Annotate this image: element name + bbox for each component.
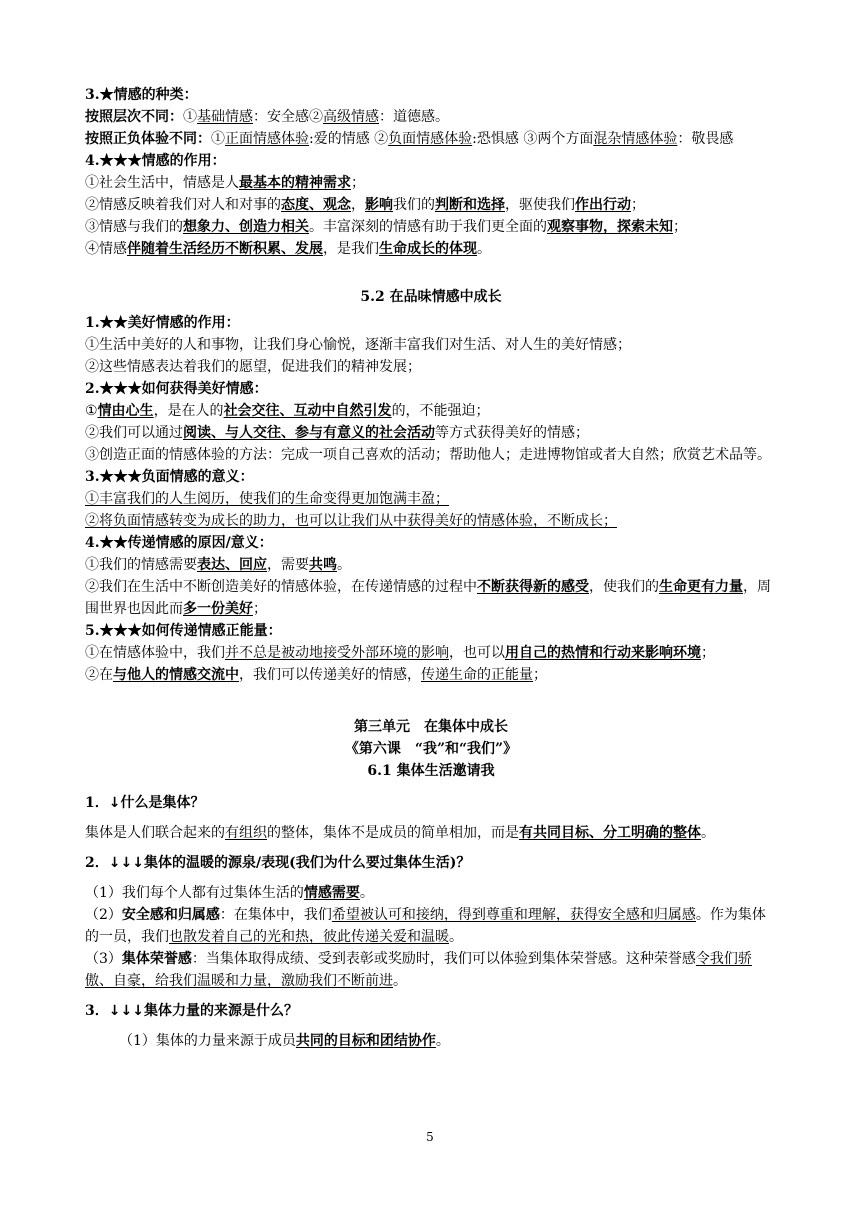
text: ：当集体取得成绩、受到表彰或奖励时，我们可以体验到集体荣誉感。这种荣誉感: [191, 951, 696, 967]
key-term: 观察事物，探索未知: [547, 219, 673, 235]
section-heading: 3.★★★负面情感的意义：: [85, 469, 254, 485]
key-term: 最基本的精神需求: [239, 175, 351, 191]
section-heading: 2.★★★如何获得美好情感：: [85, 381, 268, 397]
text: ，我们可以传递美好的情感，: [239, 667, 421, 683]
key-term: 不断获得新的感受: [477, 579, 589, 595]
unit-title: 第三单元 在集体中成长: [354, 719, 508, 735]
key-term: 态度、观念: [281, 197, 351, 213]
text: ①社会生活中，情感是人: [85, 175, 239, 191]
page-number: 5: [426, 1130, 434, 1144]
underlined-term: 混杂情感体验: [593, 131, 678, 147]
key-term: 阅读、与人交往、参与有意义的社会活动: [183, 425, 435, 441]
document-page: [85, 84, 777, 1052]
text: 的整体，集体不是成员的简单相加，而是: [267, 825, 519, 841]
underlined-term: 负面情感体验: [388, 131, 473, 147]
question-number: 2．: [85, 855, 109, 871]
text: ，是我们: [323, 241, 379, 257]
paragraph: [85, 822, 777, 844]
text: ①: [211, 131, 225, 147]
text: 。作为集体的一员，我们: [85, 907, 766, 945]
bold-term: 安全感和归属感: [121, 907, 220, 923]
text: ；: [253, 601, 267, 617]
paragraph: [85, 576, 777, 620]
text: 。: [435, 1033, 450, 1049]
underlined-term: 基础情感: [197, 109, 253, 125]
section-heading: 1.★★美好情感的作用：: [85, 315, 240, 331]
down-arrow-icon: ↓↓↓: [108, 1003, 144, 1019]
text: 。: [359, 885, 374, 901]
key-term: 共同的目标和团结协作: [295, 1033, 436, 1049]
question-text: 集体力量的来源是什么？: [143, 1003, 298, 1019]
text: ：敬畏感: [677, 131, 734, 147]
question-heading: [85, 852, 777, 874]
text: ，使我们的: [589, 579, 659, 595]
question-heading: [85, 792, 777, 814]
key-term: 用自己的热情和行动来影响环境: [505, 645, 701, 661]
question-number: 3．: [85, 1003, 109, 1019]
text: 。: [393, 973, 407, 989]
text: ，周围世界也因此而: [85, 579, 771, 617]
underlined-term: 传递生命的正能量: [421, 667, 533, 683]
key-term: 判断和选择: [435, 197, 505, 213]
text: ；: [631, 197, 645, 213]
text: ；: [673, 219, 687, 235]
paragraph: ②将负面情感转变为成长的助力，也可以让我们从中获得美好的情感体验，不断成长；: [85, 513, 617, 529]
paragraph: [85, 106, 777, 128]
question-text: 集体的温暖的源泉/表现(我们为什么要过集体生活)？: [143, 855, 471, 871]
paragraph: ②这些情感表达着我们的愿望，促进我们的精神发展；: [85, 359, 421, 375]
paragraph: [85, 400, 777, 422]
section-heading: 5.★★★如何传递情感正能量：: [85, 623, 282, 639]
text: （2）: [85, 907, 122, 923]
text: ：安全感②: [253, 109, 323, 125]
paragraph: [85, 194, 777, 216]
text: ，需要: [267, 557, 309, 573]
text: :爱的情感 ②: [309, 131, 389, 147]
paragraph: [85, 238, 777, 260]
paragraph: [85, 882, 777, 904]
paragraph: [85, 216, 777, 238]
key-term: 社会交往、互动中自然引发: [223, 403, 392, 419]
key-term: 情由心生: [97, 403, 154, 419]
text: ①: [183, 109, 197, 125]
paragraph: [85, 172, 777, 194]
label: 按照正负体验不同：: [85, 131, 211, 147]
question-heading: [85, 1000, 777, 1022]
text: （3）: [85, 951, 122, 967]
paragraph: [85, 904, 777, 948]
text: （1）集体的力量来源于成员: [119, 1033, 296, 1049]
text: ；: [533, 667, 547, 683]
paragraph: ③创造正面的情感体验的方法：完成一项自己喜欢的活动；帮助他人；走进博物馆或者大自然；欣赏艺术品等。: [85, 447, 771, 463]
text: ④情感: [85, 241, 127, 257]
text: ：道德感。: [379, 109, 449, 125]
section-heading: 4.★★传递情感的原因/意义：: [85, 535, 273, 551]
key-term: 作出行动: [575, 197, 631, 213]
text: ，是在人的: [153, 403, 224, 419]
text: ②我们可以通过: [85, 425, 183, 441]
text: 。丰富深刻的情感有助于我们更全面的: [309, 219, 547, 235]
key-term: 共鸣: [309, 557, 337, 573]
underlined-term: 并不总是被动地接受外部环境的影响: [225, 645, 449, 661]
underlined-term: 希望被认可和接纳，得到尊重和理解，获得安全感和归属感: [331, 907, 696, 923]
key-term: 与他人的情感交流中: [113, 667, 239, 683]
section-heading: 4.★★★情感的作用：: [85, 153, 226, 169]
key-term: 伴随着生活经历不断积累、发展: [127, 241, 323, 257]
text: 。: [449, 929, 463, 945]
text: ，也可以: [449, 645, 505, 661]
paragraph: [85, 664, 777, 686]
text: ③情感与我们的: [85, 219, 183, 235]
key-term: 生命更有力量: [659, 579, 743, 595]
text: ①在情感体验中，我们: [85, 645, 225, 661]
question-text: 什么是集体？: [120, 795, 205, 811]
text: ；: [701, 645, 715, 661]
underlined-term: 高级情感: [323, 109, 379, 125]
underlined-term: 有组织: [225, 825, 267, 841]
key-term: 生命成长的体现: [379, 241, 477, 257]
text: 。: [701, 825, 715, 841]
down-arrow-icon: ↓: [108, 795, 121, 811]
text: ，: [351, 197, 365, 213]
key-term: 表达、回应: [197, 557, 267, 573]
text: ②情感反映着我们对人和对事的: [85, 197, 281, 213]
text: （1）我们每个人都有过集体生活的: [85, 885, 304, 901]
key-term: 想象力、创造力相关: [183, 219, 309, 235]
text: 我们的: [393, 197, 435, 213]
subsection-title: 6.1 集体生活邀请我: [367, 763, 495, 779]
underlined-term: 令我们骄傲、自豪，给我们温暖和力量，激励我们不断前进: [85, 951, 752, 989]
key-term: 情感需要: [303, 885, 360, 901]
text: ②在: [85, 667, 113, 683]
question-number: 1．: [85, 795, 109, 811]
down-arrow-icon: ↓↓↓: [108, 855, 144, 871]
text: 。: [477, 241, 491, 257]
text: 集体是人们联合起来的: [85, 825, 225, 841]
paragraph: [85, 642, 777, 664]
text: ：在集体中，我们: [219, 907, 332, 923]
label: 按照层次不同：: [85, 109, 183, 125]
paragraph: [85, 128, 777, 150]
paragraph: [85, 554, 777, 576]
paragraph: [85, 1030, 777, 1052]
subsection-title: 5.2 在品味情感中成长: [360, 289, 502, 305]
section-heading: 3.★情感的种类：: [85, 87, 198, 103]
text: ；: [351, 175, 365, 191]
lesson-title: 《第六课 “我”和“我们”》: [344, 741, 518, 757]
underlined-term: 也散发着自己的光和热，彼此传递关爱和温暖: [169, 929, 449, 945]
key-term: 影响: [365, 197, 393, 213]
paragraph: ①生活中美好的人和事物，让我们身心愉悦，逐渐丰富我们对生活、对人生的美好情感；: [85, 337, 631, 353]
text: 。: [337, 557, 351, 573]
underlined-term: 正面情感体验: [225, 131, 309, 147]
text: ②我们在生活中不断创造美好的情感体验，在传递情感的过程中: [85, 579, 477, 595]
bold-term: 集体荣誉感: [121, 951, 192, 967]
text: ，驱使我们: [505, 197, 575, 213]
key-term: 有共同目标、分工明确的整体: [519, 825, 701, 841]
paragraph: ①丰富我们的人生阅历，使我们的生命变得更加饱满丰盈；: [85, 491, 449, 507]
text: ①: [85, 403, 98, 419]
paragraph: [85, 948, 777, 992]
text: ①我们的情感需要: [85, 557, 197, 573]
text: 等方式获得美好的情感；: [435, 425, 589, 441]
key-term: 多一份美好: [183, 601, 253, 617]
text: :恐惧感 ③两个方面: [472, 131, 594, 147]
paragraph: [85, 422, 777, 444]
text: 的，不能强迫；: [391, 403, 490, 419]
